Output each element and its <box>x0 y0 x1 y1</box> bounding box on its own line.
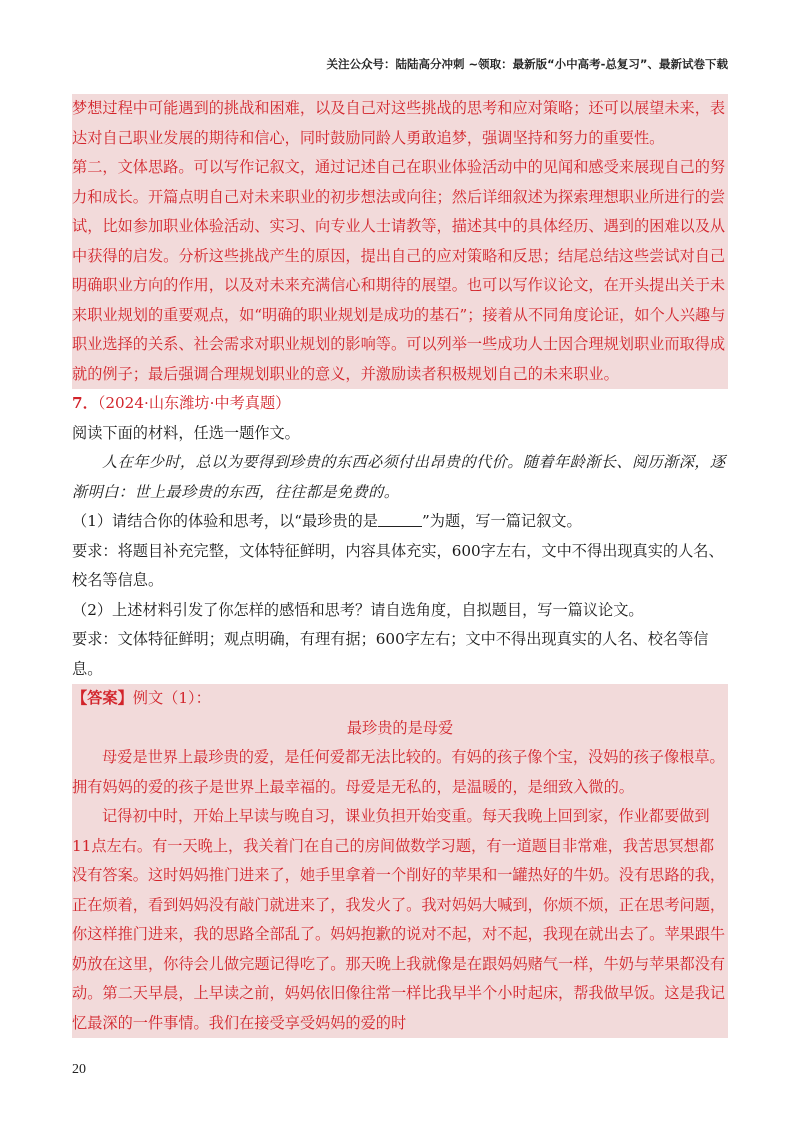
essay-paragraph: 记得初中时，开始上早读与晚自习，课业负担开始变重。每天我晚上回到家，作业都要做到11点左右。有一天晚上，我关着门在自己的房间做数学习题，有一道题目非常难，我苦思冥想都没有答案。这时妈妈推门进来了，她手里拿着一个削好的苹果和一罐热好的牛奶。没有思路的我，正在烦着，看到妈妈没有敲门就进来了，我发火了。我对妈妈大喊到，你烦不烦，正在思考问题，你这样推门进来，我的思路全部乱了。妈妈抱歉的说对不起，对不起，我现在就出去了。苹果跟牛奶放在这里，你待会儿做完题记得吃了。那天晚上我就像是在跟妈妈赌气一样，牛奶与苹果都没有动。第二天早晨，上早读之前，妈妈依旧像往常一样比我早半个小时起床，帮我做早饭。这是我记忆最深的一件事情。我们在接受享受妈妈的爱的时 <box>72 807 726 1032</box>
question-material: 人在年少时，总以为要得到珍贵的东西必须付出昂贵的代价。随着年龄渐长、阅历渐深，逐渐明白：世上最珍贵的东西，往往都是免费的。 <box>72 453 726 501</box>
page-content <box>72 94 728 1038</box>
question-source: （2024·山东潍坊·中考真题） <box>97 394 291 412</box>
page-number: 20 <box>72 1062 86 1077</box>
question-block <box>72 389 728 684</box>
task-1-prefix: （1）请结合你的体验和思考，以“最珍贵的是 <box>72 512 378 530</box>
task-2: （2）上述材料引发了你怎样的感悟和思考？请自选角度，自拟题目，写一篇议论文。 <box>72 600 644 619</box>
answer-heading <box>72 684 728 714</box>
analysis-paragraph: 第二，文体思路。可以写作记叙文，通过记述自己在职业体验活动中的见闻和感受来展现自己的努力和成长。开篇点明自己对未来职业的初步想法或向往；然后详细叙述为探索理想职业所进行的尝试，比如参加职业体验活动、实习、向专业人士请教等，描述其中的具体经历、遇到的困难以及从中获得的启发。分析这些挑战产生的原因，提出自己的应对策略和反思；结尾总结这些尝试对自己明确职业方向的作用，以及对未来充满信心和期待的展望。也可以写作议论文，在开头提出关于未来职业规划的重要观点，如“明确的职业规划是成功的基石”；接着从不同角度论证，如个人兴趣与职业选择的关系、社会需求对职业规划的影响等。可以列举一些成功人士因合理规划职业而取得成就的例子；最后强调合理规划职业的意义，并激励读者积极规划自己的未来职业。 <box>72 158 726 383</box>
answer-label: 【答案】 <box>72 689 133 707</box>
question-heading <box>72 389 728 419</box>
essay-title: 最珍贵的是母爱 <box>346 718 454 737</box>
title-blank <box>378 512 422 527</box>
question-instruction: 阅读下面的材料，任选一题作文。 <box>72 423 300 442</box>
answer-block <box>72 684 728 1038</box>
task-2-requirements: 要求：文体特征鲜明；观点明确，有理有据；600字左右；文中不得出现真实的人名、校名等信息。 <box>72 630 709 678</box>
page-header: 关注公众号：陆陆高分冲刺 ~领取：最新版“小中高考-总复习”、最新试卷下载 <box>326 57 728 71</box>
task-1 <box>72 507 728 537</box>
task-1-suffix: ”为题，写一篇记叙文。 <box>422 512 582 530</box>
analysis-paragraph: 梦想过程中可能遇到的挑战和困难，以及自己对这些挑战的思考和应对策略；还可以展望未来，表达对自己职业发展的期待和信心，同时鼓励同龄人勇敢追梦，强调坚持和努力的重要性。 <box>72 99 726 147</box>
task-1-requirements: 要求：将题目补充完整，文体特征鲜明，内容具体充实，600字左右，文中不得出现真实的人名、校名等信息。 <box>72 541 724 589</box>
essay-paragraph: 母爱是世界上最珍贵的爱，是任何爱都无法比较的。有妈的孩子像个宝，没妈的孩子像根草。拥有妈妈的爱的孩子是世界上最幸福的。母爱是无私的，是温暖的，是细致入微的。 <box>72 748 725 796</box>
answer-example-label: 例文（1）： <box>132 689 211 707</box>
answer-analysis-block <box>72 94 728 389</box>
question-number: 7． <box>72 394 98 412</box>
